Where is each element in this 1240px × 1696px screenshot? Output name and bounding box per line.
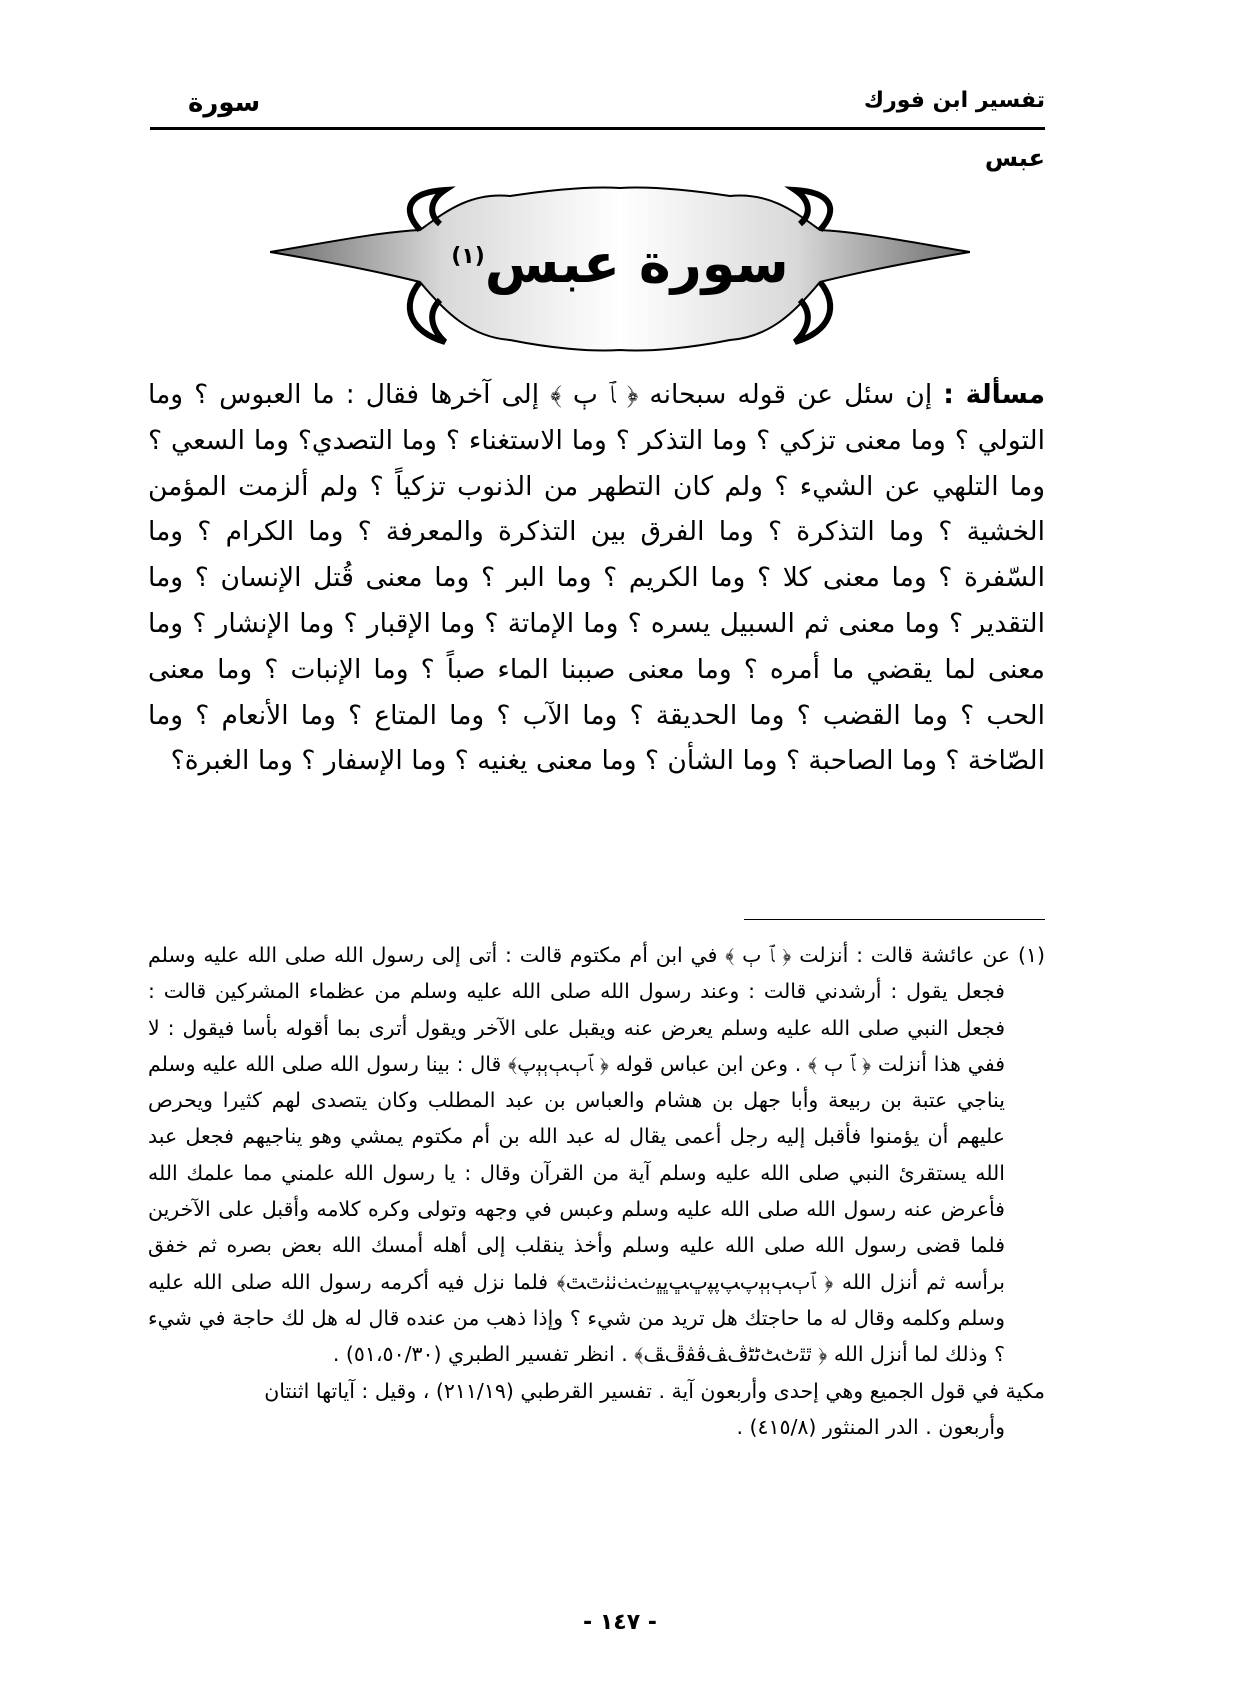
footnote-ref-marker: (١)	[451, 244, 485, 269]
header-divider	[150, 127, 1045, 130]
footnote-2-continuation: وأربعون . الدر المنثور (٤١٥/٨) .	[736, 1414, 1005, 1439]
surah-title	[270, 232, 970, 295]
surah-title-banner	[270, 182, 970, 357]
footnote-2-text: مكية في قول الجميع وهي إحدى وأربعون آية . تفسير القرطبي (٢١١/١٩) ، وقيل : آياتها اثنتان	[264, 1378, 1045, 1403]
question-label: مسألة :	[943, 379, 1046, 410]
running-header	[150, 88, 1045, 128]
running-surah-label: سورة	[188, 88, 261, 118]
surah-title-text: سورة عبس	[484, 232, 789, 295]
page-number: - ١٤٧ -	[583, 1610, 657, 1635]
book-title: تفسير ابن فورك	[863, 88, 1045, 113]
question-paragraph	[148, 372, 1045, 784]
running-surah-name: عبس	[984, 144, 1045, 172]
footnote-2	[148, 1373, 1045, 1446]
footnotes	[148, 937, 1045, 1445]
footnote-divider	[744, 919, 1045, 920]
footnote-1-text: عن عائشة قالت : أنزلت ﴿ ﭑ ﭒ ﴾ في ابن أم مكتوم قالت : أتى إلى رسول الله صلى الله عليه وسلم فجعل يقول : أرشدني قالت : وعند رسول الله صلى الله عليه وسلم من عظماء المشركين قالت : فجعل النبي صلى الله عليه وسلم يعرض عنه ويقبل على الآخر ويقول أترى بما أقوله بأسا فيقول : لا ففي هذا أنزلت ﴿ ﭑ ﭒ ﴾ . وعن ابن عباس قوله ﴿ ﭑﭒﭓﭔﭕﭖ﴾ قال : بينا رسول الله صلى الله عليه وسلم يناجي عتبة بن ربيعة وأبا جهل بن هشام والعباس بن عبد المطلب وكان يتصدى لهم كثيرا ويحرص عليهم أن يؤمنوا فأقبل إليه رجل أعمى يقال له عبد الله بن أم مكتوم يمشي وهو يناجيهم فجعل عبد الله يستقرئ النبي صلى الله عليه وسلم آية من القرآن وقال : يا رسول الله علمني مما علمك الله فأعرض عنه رسول الله صلى الله عليه وسلم وعبس في وجهه وتولى وكره كلامه وأقبل على الآخرين فلما قضى رسول الله صلى الله عليه وسلم وأخذ ينقلب إلى أهله أمسك الله بعض بصره ثم خفق برأسه ثم أنزل الله ﴿ ﭑﭒﭓﭔﭕﭖﭗﭘﭙﭚﭛﭜﭝﭞﭟﭠﭡﭢﭣ﴾ فلما نزل فيه أكرمه رسول الله صلى الله عليه وسلم وكلمه وقال له ما حاجتك هل تريد من شيء ؟ وإذا ذهب من عنده قال له هل لك حاجة في شيء ؟ وذلك لما أنزل الله ﴿ ﭤﭥﭦﭧﭨﭩﭪﭫﭬﭭﭮﭯ﴾ . انظر تفسير الطبري (٥١،٥٠/٣٠) .	[148, 943, 1011, 1367]
footnote-1-marker: (١)	[1017, 943, 1045, 967]
footnote-1	[148, 937, 1045, 1373]
question-text: إن سئل عن قوله سبحانه ﴿ ﭑ ﭒ ﴾ إلى آخرها فقال : ما العبوس ؟ وما التولي ؟ وما معنى تزكي ؟ وما التذكر ؟ وما الاستغناء ؟ وما التصدي؟ وما السعي ؟ وما التلهي عن الشيء ؟ ولم كان التطهر من الذنوب تزكياً ؟ ولم ألزمت المؤمن الخشية ؟ وما التذكرة ؟ وما الفرق بين التذكرة والمعرفة ؟ وما الكرام ؟ وما السّفرة ؟ وما معنى كلا ؟ وما الكريم ؟ وما البر ؟ وما معنى قُتل الإنسان ؟ وما التقدير ؟ وما معنى ثم السبيل يسره ؟ وما الإماتة ؟ وما الإقبار ؟ وما الإنشار ؟ وما معنى لما يقضي ما أمره ؟ وما معنى صببنا الماء صباً ؟ وما الإنبات ؟ وما معنى الحب ؟ وما القضب ؟ وما الحديقة ؟ وما الآب ؟ وما المتاع ؟ وما الأنعام ؟ وما الصّاخة ؟ وما الصاحبة ؟ وما الشأن ؟ وما معنى يغنيه ؟ وما الإسفار ؟ وما الغبرة؟	[148, 379, 1045, 777]
